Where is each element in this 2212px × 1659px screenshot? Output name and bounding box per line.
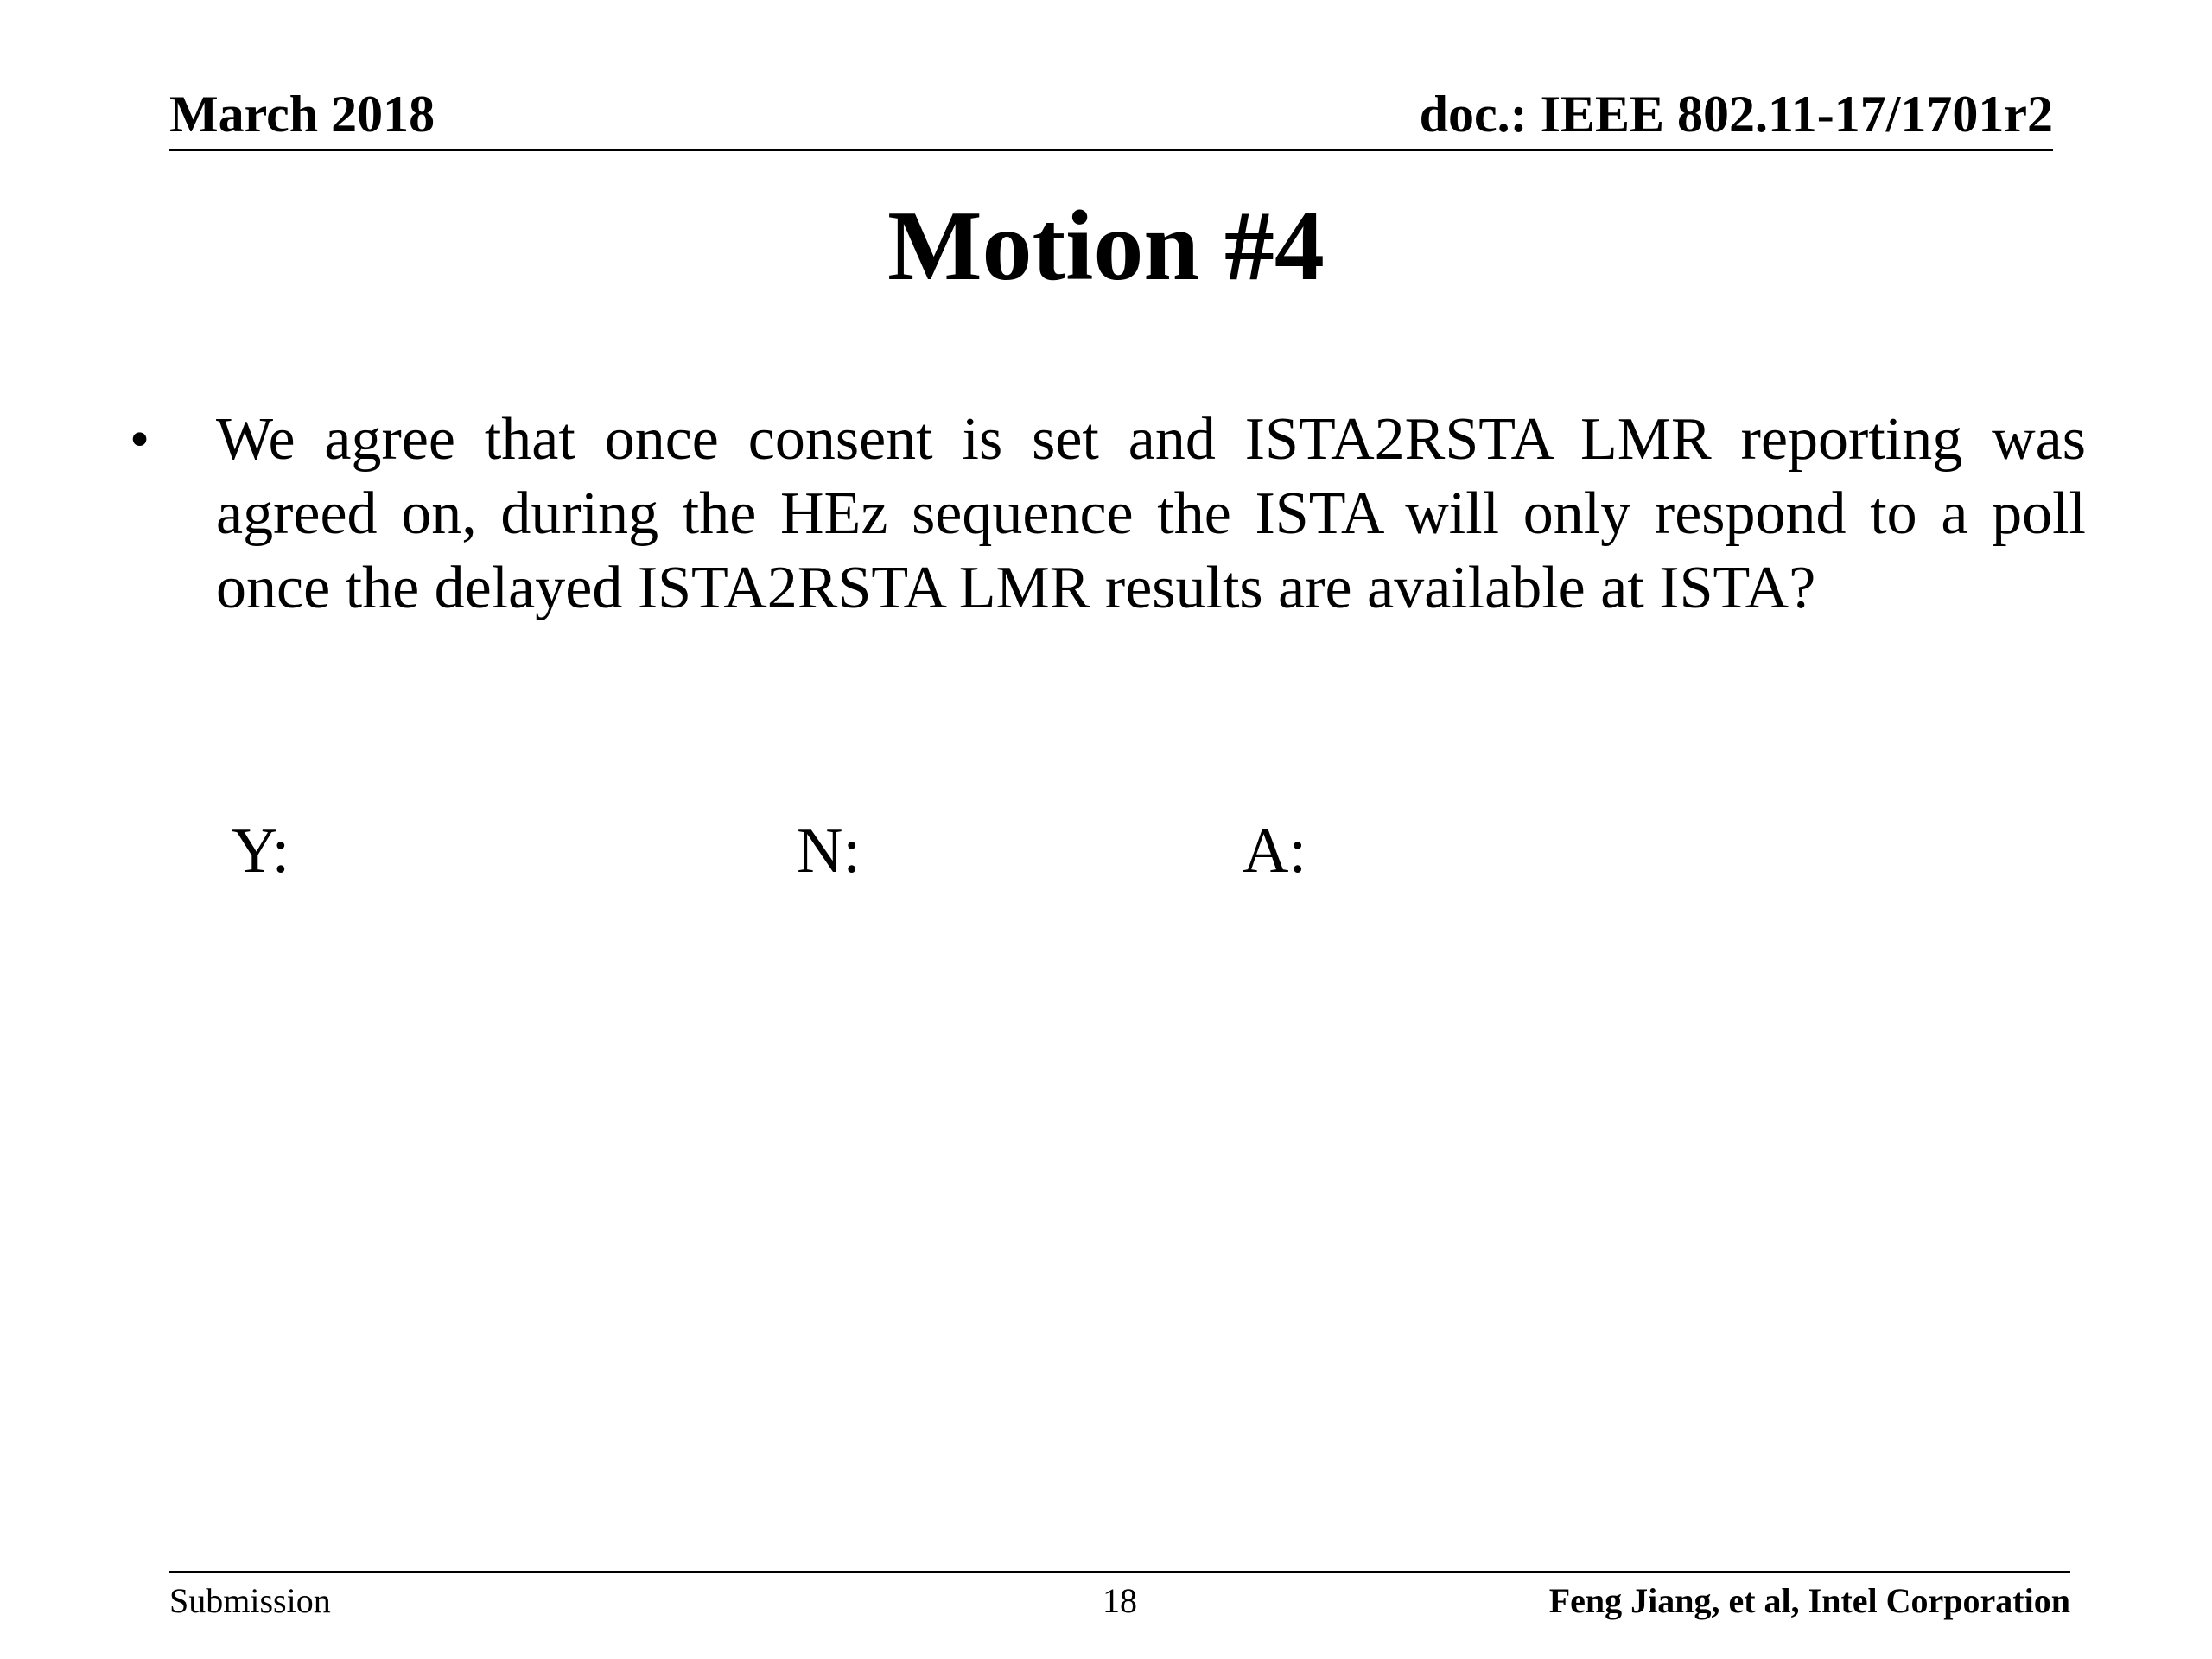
header-doc-id: doc.: IEEE 802.11-17/1701r2 [1419,86,2053,143]
footer-submission: Submission [169,1581,331,1620]
slide-title: Motion #4 [887,191,1325,302]
slide-footer [169,1571,2070,1622]
motion-text: We agree that once consent is set and ISTA2RSTA LMR reporting was agreed on, during the HEz sequence the ISTA will only respond to a poll once the delayed ISTA2RSTA LMR results are available at ISTA? [216,406,2086,621]
vote-tally [0,812,2212,890]
slide-header [169,83,2053,151]
header-date: March 2018 [169,86,435,143]
vote-yes-label: Y: [232,816,290,887]
footer-page-number: 18 [1103,1581,1137,1620]
vote-abstain-label: A: [1243,816,1306,887]
bullet-marker: • [130,408,150,471]
footer-author: Feng Jiang, et al, Intel Corporation [1548,1581,2070,1620]
vote-no-label: N: [797,816,861,887]
